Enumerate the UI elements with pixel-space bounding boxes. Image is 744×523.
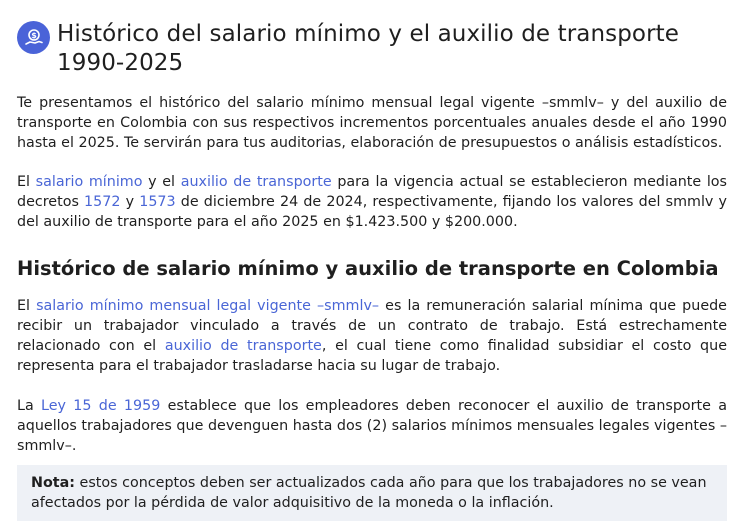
title-row [17,20,717,78]
note-label: Nota: [31,475,75,491]
link-ley-15-1959[interactable]: Ley 15 de 1959 [41,398,161,414]
text-run: y [120,194,140,210]
link-smmlv[interactable]: salario mínimo mensual legal vigente –smmlv– [36,298,380,314]
link-decreto-1572[interactable]: 1572 [84,194,121,210]
note-box [17,465,727,521]
link-auxilio-transporte[interactable]: auxilio de transporte [180,174,332,190]
definicion-paragraph [17,296,727,376]
page-title: Histórico del salario mínimo y el auxilio de transporte 1990-2025 [57,21,680,76]
text-run: , el cual tiene como finalidad subsidiar el costo que representa para el trabajador trasladarse hacia su lugar de trabajo. [17,338,727,374]
text-run: es la remuneración salarial mínima que puede recibir un trabajador vinculado a través de un contrato de trabajo. Está estrechamente relacionado con el [17,298,727,354]
note-text: estos conceptos deben ser actualizados cada año para que los trabajadores no se vean afectados por la pérdida de valor adquisitivo de la moneda o la inflación. [31,475,707,511]
link-auxilio-transporte-2[interactable]: auxilio de transporte [164,338,322,354]
svg-text:$: $ [30,30,37,40]
text-run: El [17,174,36,190]
text-run: El [17,298,37,314]
link-salario-minimo[interactable]: salario mínimo [35,174,143,190]
ley-paragraph [17,396,727,456]
intro-paragraph: Te presentamos el histórico del salario mínimo mensual legal vigente –smmlv– y del auxilio de transporte en Colombia con sus respectivos incrementos porcentuales anuales desde el año 1990 hasta el 2025. Te servirán para tus auditorias, elaboración de presupuestos o análisis estadísticos. [17,95,727,151]
section-heading: Histórico de salario mínimo y auxilio de transporte en Colombia [17,257,719,280]
vigencia-paragraph [17,172,727,232]
money-hand-icon [17,21,50,54]
text-run: para la vigencia actual se establecieron mediante los decretos [17,174,727,210]
text-run: establece que los empleadores deben reconocer el auxilio de transporte a aquellos trabajadores que devenguen hasta dos (2) salarios mínimos mensuales legales vigentes –smmlv–. [17,398,727,454]
text-run: La [17,398,42,414]
link-decreto-1573[interactable]: 1573 [139,194,176,210]
text-run: y el [142,174,181,190]
text-run: de diciembre 24 de 2024, respectivamente, fijando los valores del smmlv y del auxilio de transporte para el año 2025 en $1.423.500 y $200.000. [17,194,727,230]
